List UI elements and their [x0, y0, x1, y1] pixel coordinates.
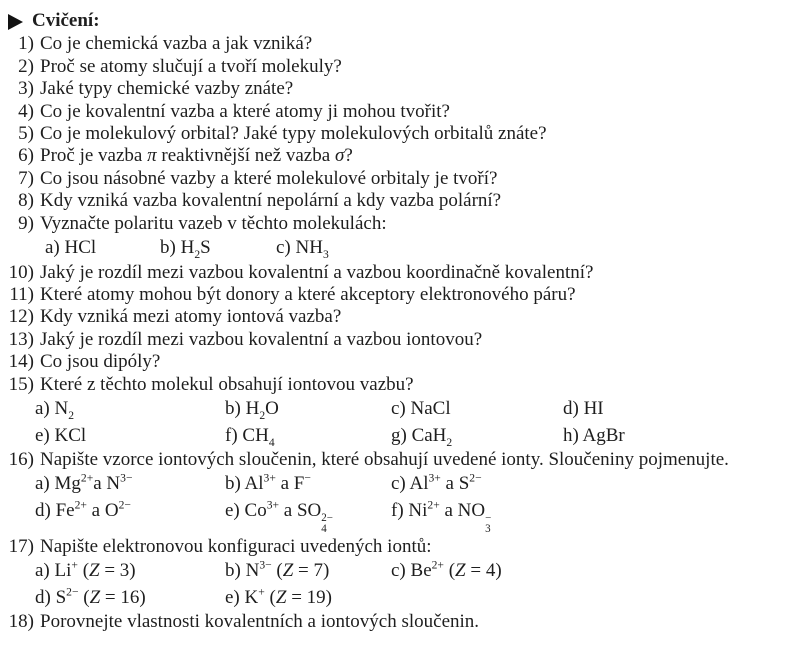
question-number: 1) [18, 33, 34, 55]
italic-symbol: Z [275, 586, 287, 608]
question-number: 15) [8, 373, 34, 395]
option: h) AgBr [563, 424, 625, 446]
subscript: 3 [485, 523, 491, 536]
superscript: 3+ [266, 498, 280, 512]
options-row [8, 396, 796, 423]
italic-symbol: Z [282, 560, 294, 582]
question-number: 13) [8, 328, 34, 350]
question-line [8, 213, 796, 235]
superscript: 2− [118, 498, 131, 512]
options-row [8, 585, 796, 612]
superscript: − [485, 511, 492, 524]
question-number: 10) [8, 261, 34, 283]
option: c) $NH_3$ [276, 237, 329, 261]
superscript: − [304, 472, 311, 486]
question-number: 17) [8, 535, 34, 557]
option: g) CaH$_2$ [391, 424, 453, 449]
italic-symbol: σ [334, 145, 345, 167]
option: c) $Al^{3+}$ a $S^{2-}$ [391, 472, 482, 495]
question-text: Co je kovalentní vazba a které atomy ji mohou tvořit? [40, 100, 450, 122]
italic-symbol: Z [455, 560, 466, 582]
option: a) Li+ (Z = 3) [35, 559, 136, 582]
section-heading [8, 10, 796, 32]
option: b) $H_2O$ [225, 398, 279, 422]
question-line [8, 168, 796, 190]
question-line [8, 449, 796, 471]
option: d) $S^{2-}$ (Z = 16) [35, 585, 146, 608]
options-row [8, 498, 796, 536]
question-text: Co je molekulový orbital? Jaké typy molekulových orbitalů znáte? [40, 123, 547, 145]
question-number: 4) [18, 100, 34, 122]
question-text: Napište elektronovou konfiguraci uvedených iontů: [40, 535, 432, 557]
question-text: Co jsou násobné vazby a které molekulové orbitaly je tvoří? [40, 167, 498, 189]
superscript: 3+ [263, 472, 276, 486]
subscript: 3 [322, 247, 329, 261]
question-line [8, 78, 796, 100]
superscript: 2− [66, 585, 79, 599]
option: e) KCl [35, 424, 87, 446]
superscript: 3− [259, 559, 272, 573]
option: d) $Fe^{2+}$ a $O^{2-}$ [35, 498, 131, 521]
question-number: 18) [8, 611, 34, 633]
subscript: 2 [446, 435, 453, 449]
question-number: 14) [8, 351, 34, 373]
question-line [8, 262, 796, 284]
question-text: Jaký je rozdíl mezi vazbou kovalentní a vazbou iontovou? [40, 328, 483, 350]
question-text: Kdy vzniká vazba kovalentní nepolární a kdy vazba polární? [40, 190, 502, 212]
options-row [8, 471, 796, 498]
question-number: 12) [8, 306, 34, 328]
superscript: 2− [469, 472, 482, 486]
superscript: 2+ [427, 498, 440, 512]
question-text: Jaké typy chemické vazby znáte? [40, 78, 294, 100]
italic-symbol: π [147, 145, 157, 167]
question-text: Proč se atomy slučují a tvoří molekuly? [40, 55, 342, 77]
question-text: Co je chemická vazba a jak vzniká? [40, 33, 313, 55]
option: a) $Mg^{2+}a$ $N^{3-}$ [35, 472, 133, 495]
question-number: 3) [18, 78, 34, 100]
italic-symbol: Z [89, 560, 100, 582]
question-line [8, 190, 796, 212]
question-line [8, 145, 796, 167]
question-line [8, 33, 796, 55]
option: a) HCl [45, 237, 97, 259]
option: c) NaCl [391, 398, 451, 419]
subscript: 4 [321, 523, 327, 536]
options-row [8, 423, 796, 450]
option: f) $Ni^{2+}$ a NO − 3 [391, 498, 492, 536]
question-number: 9) [18, 212, 34, 234]
right-triangle-icon [8, 14, 23, 30]
question-text: Jaký je rozdíl mezi vazbou kovalentní a vazbou koordinačně kovalentní? [40, 261, 594, 283]
question-text: Porovnejte vlastnosti kovalentních a iontových sloučenin. [40, 611, 480, 633]
option: e) K+ (Z = 19) [225, 585, 332, 608]
option: d) HI [563, 398, 604, 419]
italic-symbol: Z [89, 586, 101, 608]
question-text: Které z těchto molekul obsahují iontovou vazbu? [40, 373, 414, 395]
option: b) $H_2S$ [160, 237, 211, 261]
question-text: Které atomy mohou být donory a které akceptory elektronového páru? [40, 283, 576, 305]
superscript: 2+ [74, 498, 87, 512]
question-line [8, 611, 796, 633]
question-number: 7) [18, 167, 34, 189]
question-line [8, 56, 796, 78]
subscript: 2 [68, 408, 75, 422]
option: b) $Al^{3+}$ a F− [225, 472, 311, 495]
question-line [8, 306, 796, 328]
question-text: Proč je vazba π reaktivnější než vazba σ? [40, 145, 353, 167]
option: c) $Be^{2+}$ (Z = 4) [391, 559, 502, 582]
questions-list [8, 33, 796, 633]
question-line [8, 123, 796, 145]
superscript: 2− [321, 511, 333, 524]
question-text: Vyznačte polaritu vazeb v těchto molekulách: [40, 212, 387, 234]
superscript: + [258, 585, 265, 599]
option: f) $CH_4$ [225, 424, 275, 449]
option: b) $N^{3-}$ (Z = 7) [225, 559, 330, 582]
question-line [8, 536, 796, 558]
question-number: 16) [8, 449, 34, 470]
section-title: Cvičení: [32, 10, 100, 31]
question-number: 8) [18, 190, 34, 212]
stacked-scripts [485, 513, 491, 536]
question-line [8, 374, 796, 396]
question-text: Co jsou dipóly? [40, 351, 161, 373]
question-number: 5) [18, 123, 34, 145]
superscript: 3− [120, 472, 133, 486]
options-row [8, 235, 796, 262]
options-row [8, 558, 796, 585]
option: e) $Co^{3+}$ a SO 2− 4 [225, 498, 333, 536]
question-line [8, 329, 796, 351]
subscript: 2 [259, 408, 266, 422]
superscript: 3+ [428, 472, 441, 486]
question-text: Napište vzorce iontových sloučenin, které obsahují uvedené ionty. Sloučeniny pojmenujte. [40, 449, 729, 470]
option: a) $N_2$ [35, 398, 75, 422]
superscript: + [71, 559, 78, 573]
question-number: 6) [18, 145, 34, 167]
subscript: 4 [268, 435, 275, 449]
stacked-scripts [321, 513, 333, 536]
question-line [8, 101, 796, 123]
question-text: Kdy vzniká mezi atomy iontová vazba? [40, 306, 342, 328]
question-number: 11) [9, 283, 34, 305]
question-line [8, 351, 796, 373]
question-number: 2) [18, 55, 34, 77]
superscript: 2+ [80, 472, 94, 486]
subscript: 2 [194, 247, 201, 261]
question-line [8, 284, 796, 306]
superscript: 2+ [431, 559, 444, 573]
